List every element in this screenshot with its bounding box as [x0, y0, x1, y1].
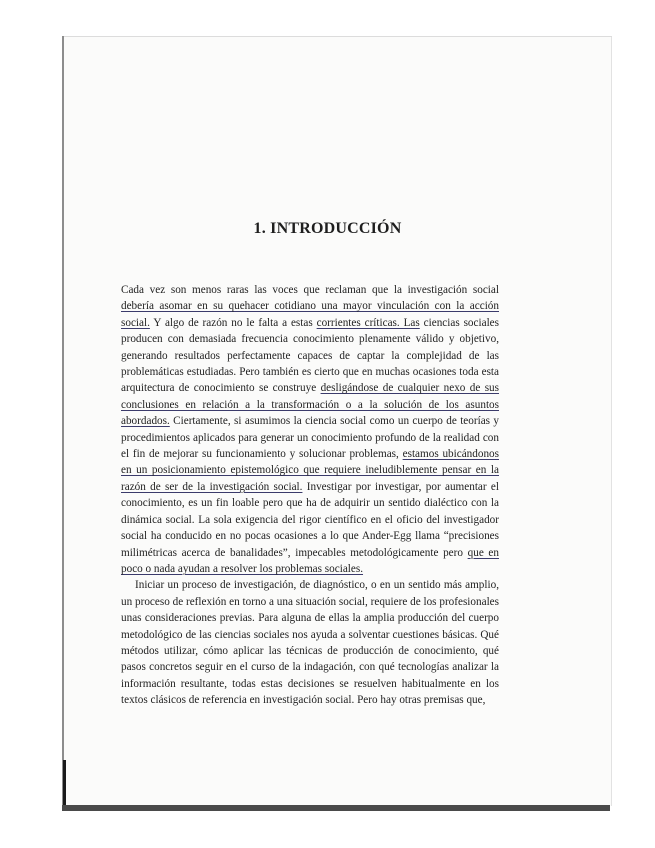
- text-segment: Investigar por investigar, por aumentar el conocimiento, es un fin loable pero que ha de adquirir un sentido dialéctico con la dinámica social. La sola exigencia del rigor científico en el oficio del investigador social ha conducido en no pocas ocasiones a lo que Ander-Egg llama “precisiones milimétricas acerca de banalidades”, impecables metodológicamente pero: [121, 480, 499, 559]
- scan-bottom-edge: [62, 805, 610, 811]
- text-segment: Ciertamente, si asumimos la ciencia social como un cuerpo de teorías y procedimientos aplicados para generar un conocimiento profundo de la realidad con el fin de mejorar su funcionamiento y solucionar problemas,: [121, 415, 499, 461]
- paragraph-1: [121, 282, 499, 577]
- text-segment: Iniciar un proceso de investigación, de diagnóstico, o en un sentido más amplio, un proceso de reflexión en torno a una situación social, requiere de los profesionales unas consideraciones previas. Para alguna de ellas la amplia producción del cuerpo metodológico de las ciencias sociales nos ayuda a solventar cuestiones básicas. Qué métodos utilizar, cómo aplicar las técnicas de producción de conocimiento, qué pasos concretos seguir en el curso de la indagación, con qué tecnologías analizar la información resultante, todas estas decisiones se resuelven habitualmente en los textos clásicos de referencia en investigación social. Pero hay otras premisas que,: [121, 579, 499, 707]
- scan-edge-mark: [63, 760, 66, 806]
- text-segment: Cada vez son menos raras las voces que reclaman que la investigación social: [121, 284, 499, 296]
- text-segment: ciencias sociales producen con demasiada frecuencia conocimiento plenamente válido y objetivo, generando resultados perfectamente capaces de captar la complejidad de las problemáticas estudiadas. Pero también es cierto que en muchas ocasiones toda esta arquitectura de conocimiento se construye: [121, 316, 499, 395]
- underlined-text-segment: debería asomar en su quehacer cotidiano una mayor vinculación con la acción social.: [121, 300, 499, 329]
- underlined-text-segment: que en poco o nada ayudan a resolver los problemas sociales.: [121, 546, 499, 575]
- text-segment: Y algo de razón no le falta a estas: [149, 316, 317, 329]
- chapter-title: 1. INTRODUCCIÓN: [253, 220, 402, 237]
- underlined-text-segment: corrientes críticas. Las: [316, 316, 420, 329]
- paragraph-2: [121, 577, 499, 708]
- chapter-body: [121, 282, 499, 709]
- underlined-text-segment: estamos ubicándonos en un posicionamiento epistemológico que requiere ineludiblemente pensar en la razón de ser de la investigación social.: [121, 448, 499, 493]
- underlined-text-segment: desligándose de cualquier nexo de sus conclusiones en relación a la transformación o a la solución de los asuntos abordados.: [121, 382, 500, 428]
